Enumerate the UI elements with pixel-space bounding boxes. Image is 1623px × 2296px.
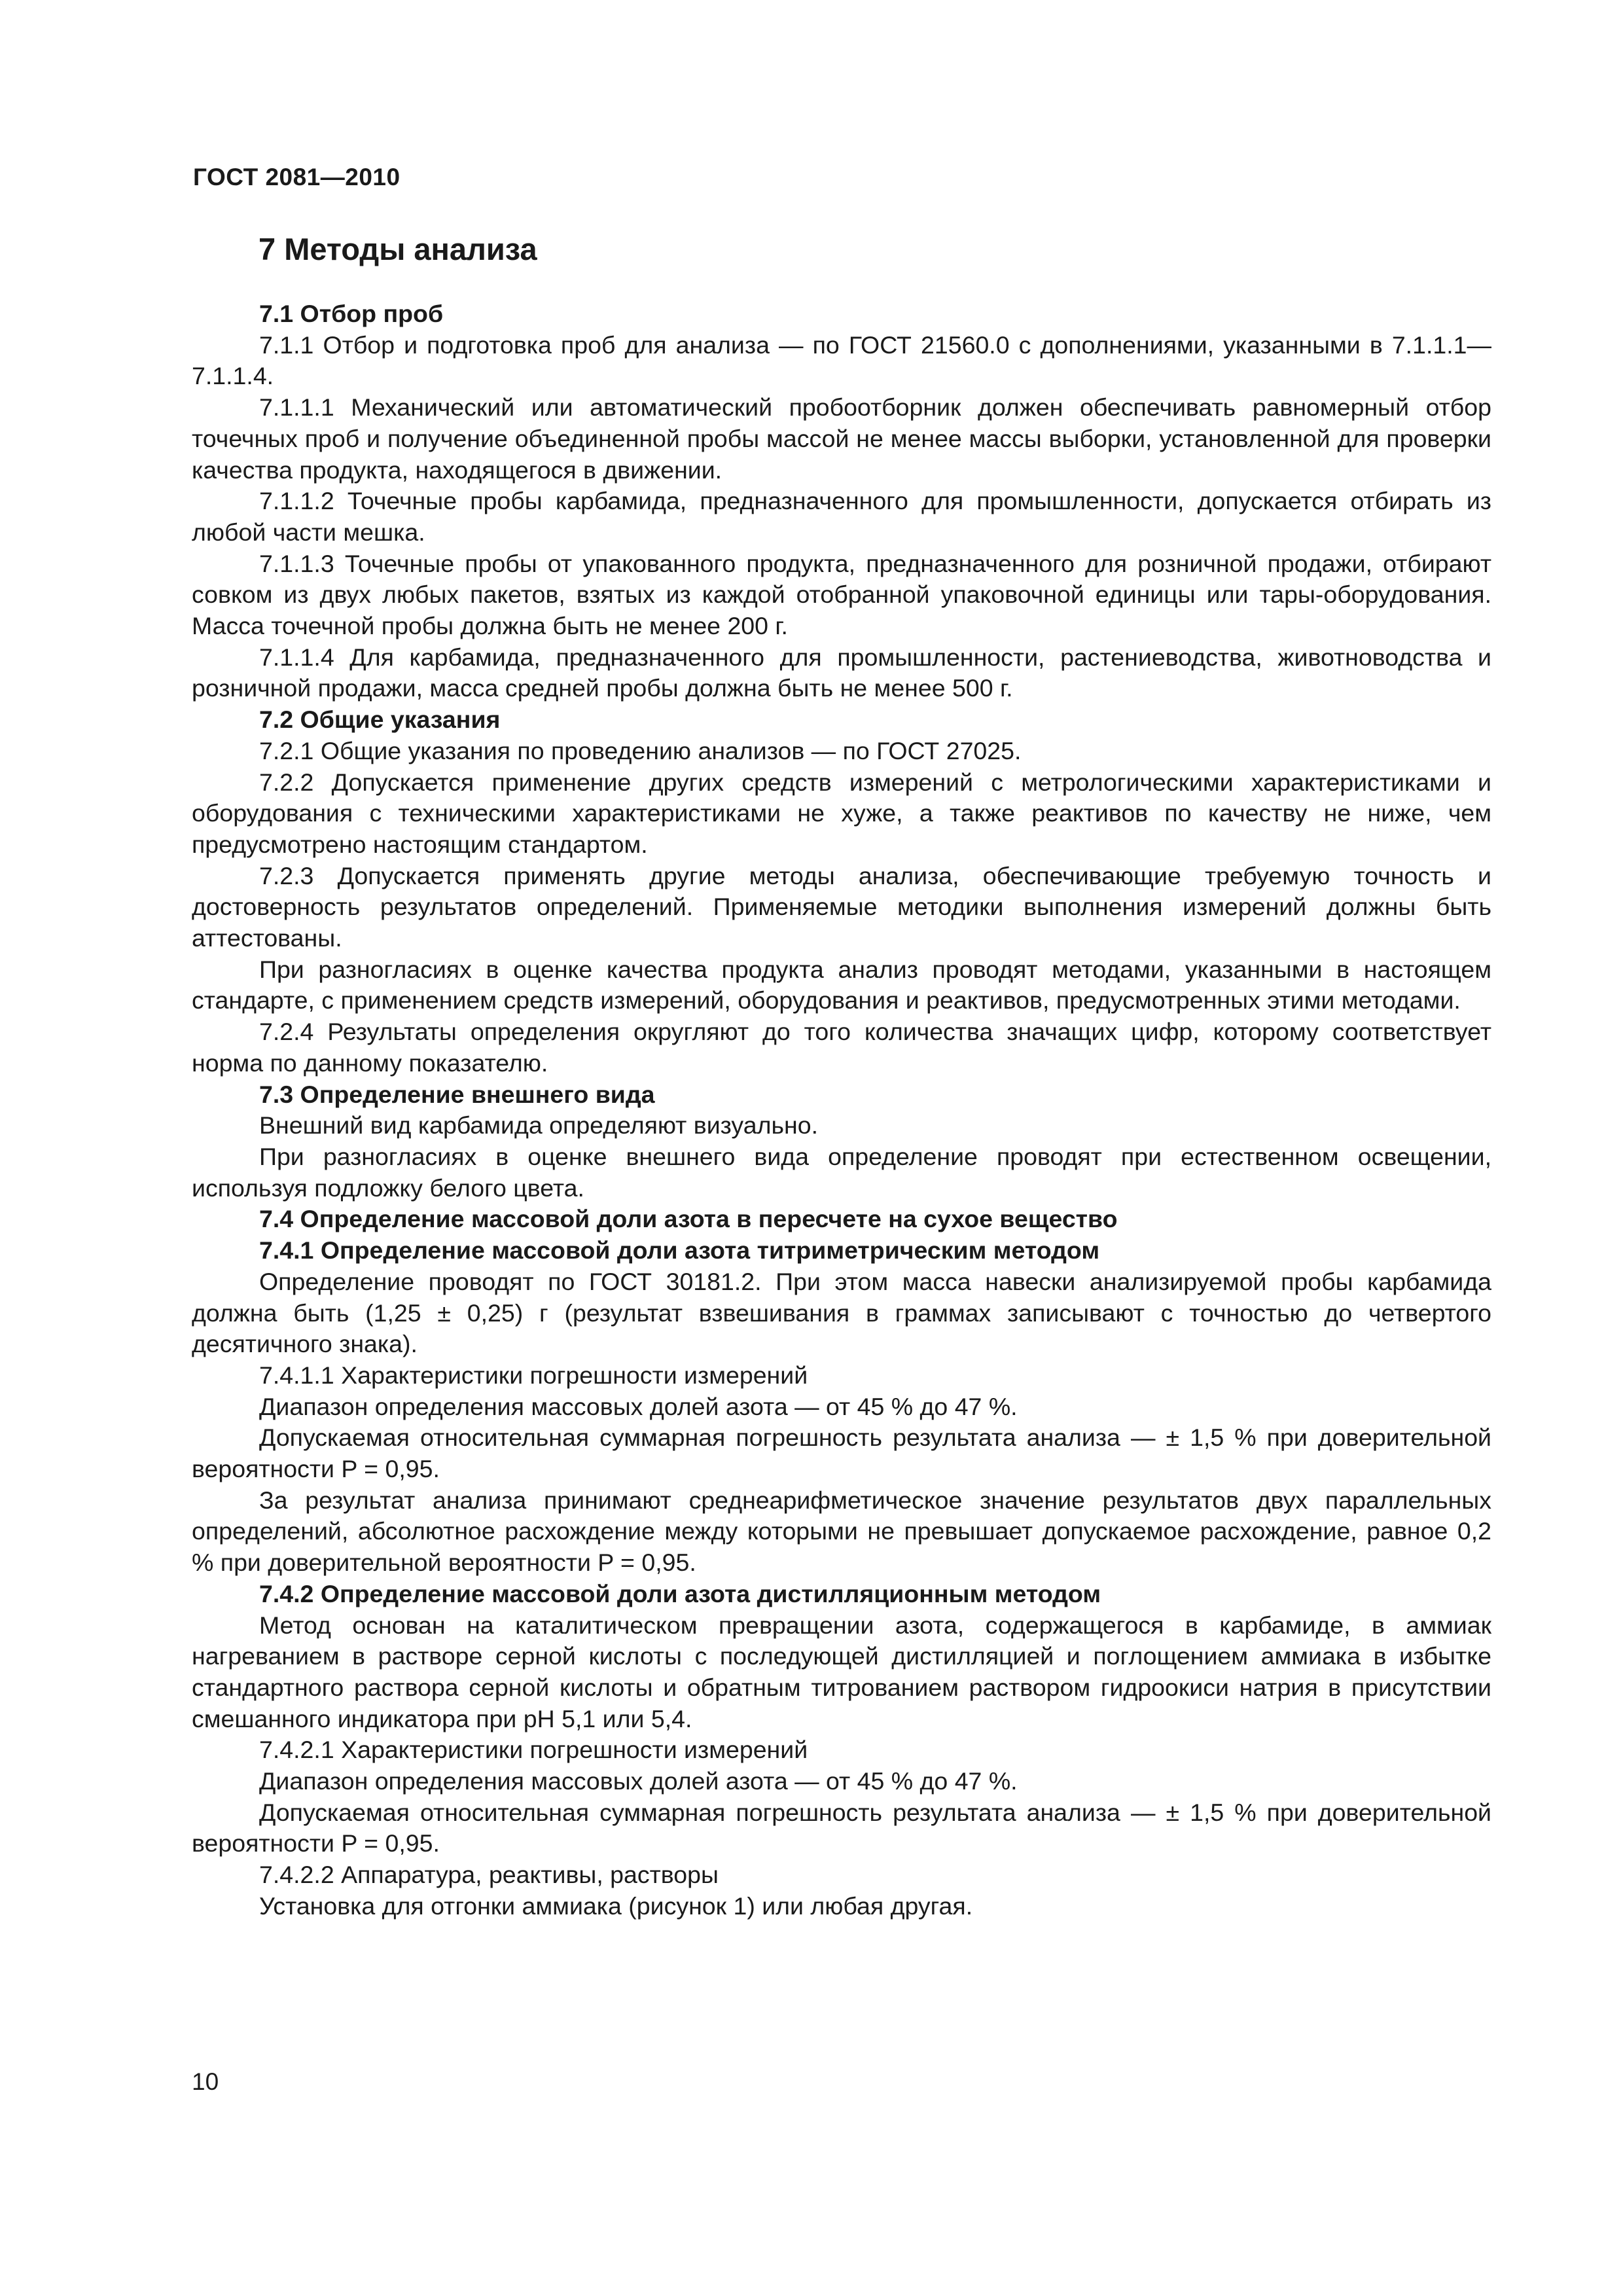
paragraph: 7.2.2 Допускается применение других средств измерений с метрологическими характеристиками и оборудования с техническими характеристиками не хуже, а также реактивов по качеству не ниже, чем предусмотрено настоящим стандартом. <box>192 768 1491 858</box>
subsection-heading: 7.4 Определение массовой доли азота в пересчете на сухое вещество <box>259 1205 1118 1233</box>
document-header: ГОСТ 2081—2010 <box>193 164 401 190</box>
subsection-heading: 7.2 Общие указания <box>259 706 501 734</box>
page-number: 10 <box>192 2068 219 2095</box>
paragraph: 7.2.1 Общие указания по проведению анализов — по ГОСТ 27025. <box>259 736 1022 764</box>
paragraph: 7.1.1 Отбор и подготовка проб для анализа — по ГОСТ 21560.0 с дополнениями, указанными в 7.1.1.1—7.1.1.4. <box>192 331 1491 390</box>
paragraph: 7.1.1.4 Для карбамида, предназначенного для промышленности, растениеводства, животноводства и розничной продажи, масса средней пробы должна быть не менее 500 г. <box>192 643 1491 702</box>
paragraph: Установка для отгонки аммиака (рисунок 1) или любая другая. <box>259 1892 973 1920</box>
paragraph: При разногласиях в оценке качества продукта анализ проводят методами, указанными в настоящем стандарте, с применением средств измерений, оборудования и реактивов, предусмотренных этими методами. <box>192 955 1491 1014</box>
paragraph: За результат анализа принимают среднеарифметическое значение результатов двух параллельных определений, абсолютное расхождение между которыми не превышает допускаемое расхождение, равное 0,2 % при доверительной вероятности P = 0,95. <box>192 1486 1491 1577</box>
paragraph: Допускаемая относительная суммарная погрешность результата анализа — ± 1,5 % при доверительной вероятности P = 0,95. <box>192 1798 1491 1857</box>
paragraph: 7.4.1.1 Характеристики погрешности измерений <box>259 1361 808 1389</box>
section-title: 7 Методы анализа <box>259 232 537 266</box>
paragraph: 7.1.1.3 Точечные пробы от упакованного продукта, предназначенного для розничной продажи, отбирают совком из двух любых пакетов, взятых из каждой отобранной упаковочной единицы или тары-оборудования. Масса точечной пробы должна быть не менее 200 г. <box>192 549 1491 640</box>
paragraph: 7.1.1.2 Точечные пробы карбамида, предназначенного для промышленности, допускается отбирать из любой части мешка. <box>192 487 1491 546</box>
paragraph: Метод основан на каталитическом превращении азота, содержащегося в карбамиде, в аммиак нагреванием в растворе серной кислоты с последующей дистилляцией и поглощением аммиака в избытке стандартного раствора серной кислоты и обратным титрованием раствором гидроокиси натрия в присутствии смешанного индикатора при рН 5,1 или 5,4. <box>192 1611 1491 1732</box>
paragraph: 7.1.1.1 Механический или автоматический пробоотборник должен обеспечивать равномерный отбор точечных проб и получение объединенной пробы массой не менее массы выборки, установленной для проверки качества продукта, находящегося в движении. <box>192 393 1491 484</box>
paragraph: Внешний вид карбамида определяют визуально. <box>259 1111 819 1139</box>
paragraph: Допускаемая относительная суммарная погрешность результата анализа — ± 1,5 % при доверительной вероятности P = 0,95. <box>192 1424 1491 1483</box>
paragraph: При разногласиях в оценке внешнего вида определение проводят при естественном освещении, используя подложку белого цвета. <box>192 1142 1491 1202</box>
paragraph: Определение проводят по ГОСТ 30181.2. При этом масса навески анализируемой пробы карбамида должна быть (1,25 ± 0,25) г (результат взвешивания в граммах записывают с точностью до четвертого десятичного знака). <box>192 1267 1491 1358</box>
document-body <box>192 298 1491 1922</box>
subsection-heading: 7.1 Отбор проб <box>259 300 444 327</box>
subsection-heading: 7.4.2 Определение массовой доли азота дистилляционным методом <box>259 1579 1101 1607</box>
subsection-heading: 7.3 Определение внешнего вида <box>259 1080 655 1108</box>
paragraph: 7.2.3 Допускается применять другие методы анализа, обеспечивающие требуемую точность и достоверность результатов определений. Применяемые методики выполнения измерений должны быть аттестованы. <box>192 861 1491 952</box>
paragraph: 7.4.2.2 Аппаратура, реактивы, растворы <box>259 1861 719 1889</box>
paragraph: 7.4.2.1 Характеристики погрешности измерений <box>259 1736 808 1764</box>
subsection-heading: 7.4.1 Определение массовой доли азота титриметрическим методом <box>259 1236 1100 1265</box>
paragraph: Диапазон определения массовых долей азота — от 45 % до 47 %. <box>259 1392 1018 1420</box>
paragraph: Диапазон определения массовых долей азота — от 45 % до 47 %. <box>259 1767 1018 1795</box>
paragraph: 7.2.4 Результаты определения округляют до того количества значащих цифр, которому соответствует норма по данному показателю. <box>192 1018 1491 1077</box>
